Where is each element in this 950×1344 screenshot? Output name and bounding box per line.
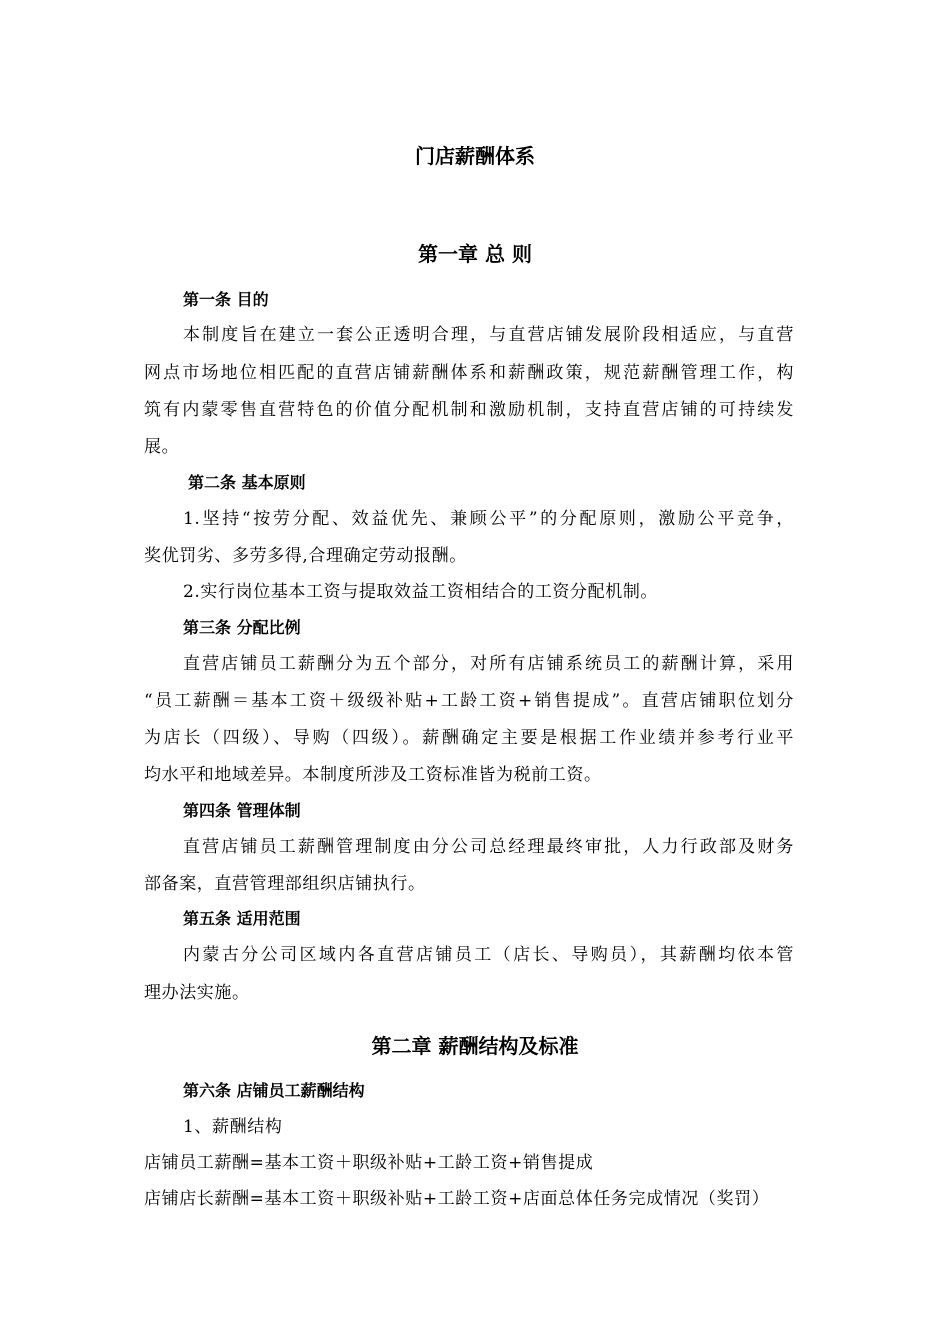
chapter-heading: 第二章 薪酬结构及标准 [371,1034,579,1058]
paragraph-line: 内蒙古分公司区域内各直营店铺员工（店长、导购员），其薪酬均依本管 [183,945,794,965]
formula-line: 店铺店长薪酬=基本工资＋职级补贴+工龄工资+店面总体任务完成情况（奖罚） [144,1189,770,1209]
paragraph-line: 展。 [144,437,180,457]
paragraph-line: 理办法实施。 [144,983,250,1003]
chapter-heading: 第一章 总 则 [418,242,532,266]
article-heading: 第四条 管理体制 [183,801,301,820]
paragraph-line: 奖优罚劣、多劳多得,合理确定劳动报酬。 [144,546,467,566]
paragraph-line: 为店长（四级）、导购（四级）。薪酬确定主要是根据工作业绩并参考行业平 [144,728,794,748]
paragraph-line: 网点市场地位相匹配的直营店铺薪酬体系和薪酬政策，规范薪酬管理工作，构 [144,363,794,383]
paragraph-line: 均水平和地域差异。本制度所涉及工资标准皆为税前工资。 [144,765,602,785]
paragraph-line: 1、薪酬结构 [183,1117,283,1137]
paragraph-line: 本制度旨在建立一套公正透明合理，与直营店铺发展阶段相适应，与直营 [183,325,794,345]
paragraph-line: 筑有内蒙零售直营特色的价值分配机制和激励机制，支持直营店铺的可持续发 [144,400,794,420]
paragraph-line: 2.实行岗位基本工资与提取效益工资相结合的工资分配机制。 [183,582,659,602]
article-heading: 第六条 店铺员工薪酬结构 [183,1081,365,1100]
formula-line: 店铺员工薪酬=基本工资＋职级补贴+工龄工资+销售提成 [144,1153,594,1173]
paragraph-line: 部备案，直营管理部组织店铺执行。 [144,874,426,894]
article-heading: 第三条 分配比例 [183,618,301,637]
article-heading: 第二条 基本原则 [188,473,306,492]
article-heading: 第一条 目的 [183,290,269,309]
paragraph-line: 直营店铺员工薪酬分为五个部分，对所有店铺系统员工的薪酬计算，采用 [183,654,794,674]
paragraph-line: 1.坚持“按劳分配、效益优先、兼顾公平”的分配原则，激励公平竞争， [183,509,794,529]
document-title: 门店薪酬体系 [415,144,535,168]
article-heading: 第五条 适用范围 [183,909,301,928]
paragraph-line: 直营店铺员工薪酬管理制度由分公司总经理最终审批，人力行政部及财务 [183,837,794,857]
paragraph-line: “员工薪酬＝基本工资＋级级补贴+工龄工资+销售提成”。直营店铺职位划分 [144,691,794,711]
